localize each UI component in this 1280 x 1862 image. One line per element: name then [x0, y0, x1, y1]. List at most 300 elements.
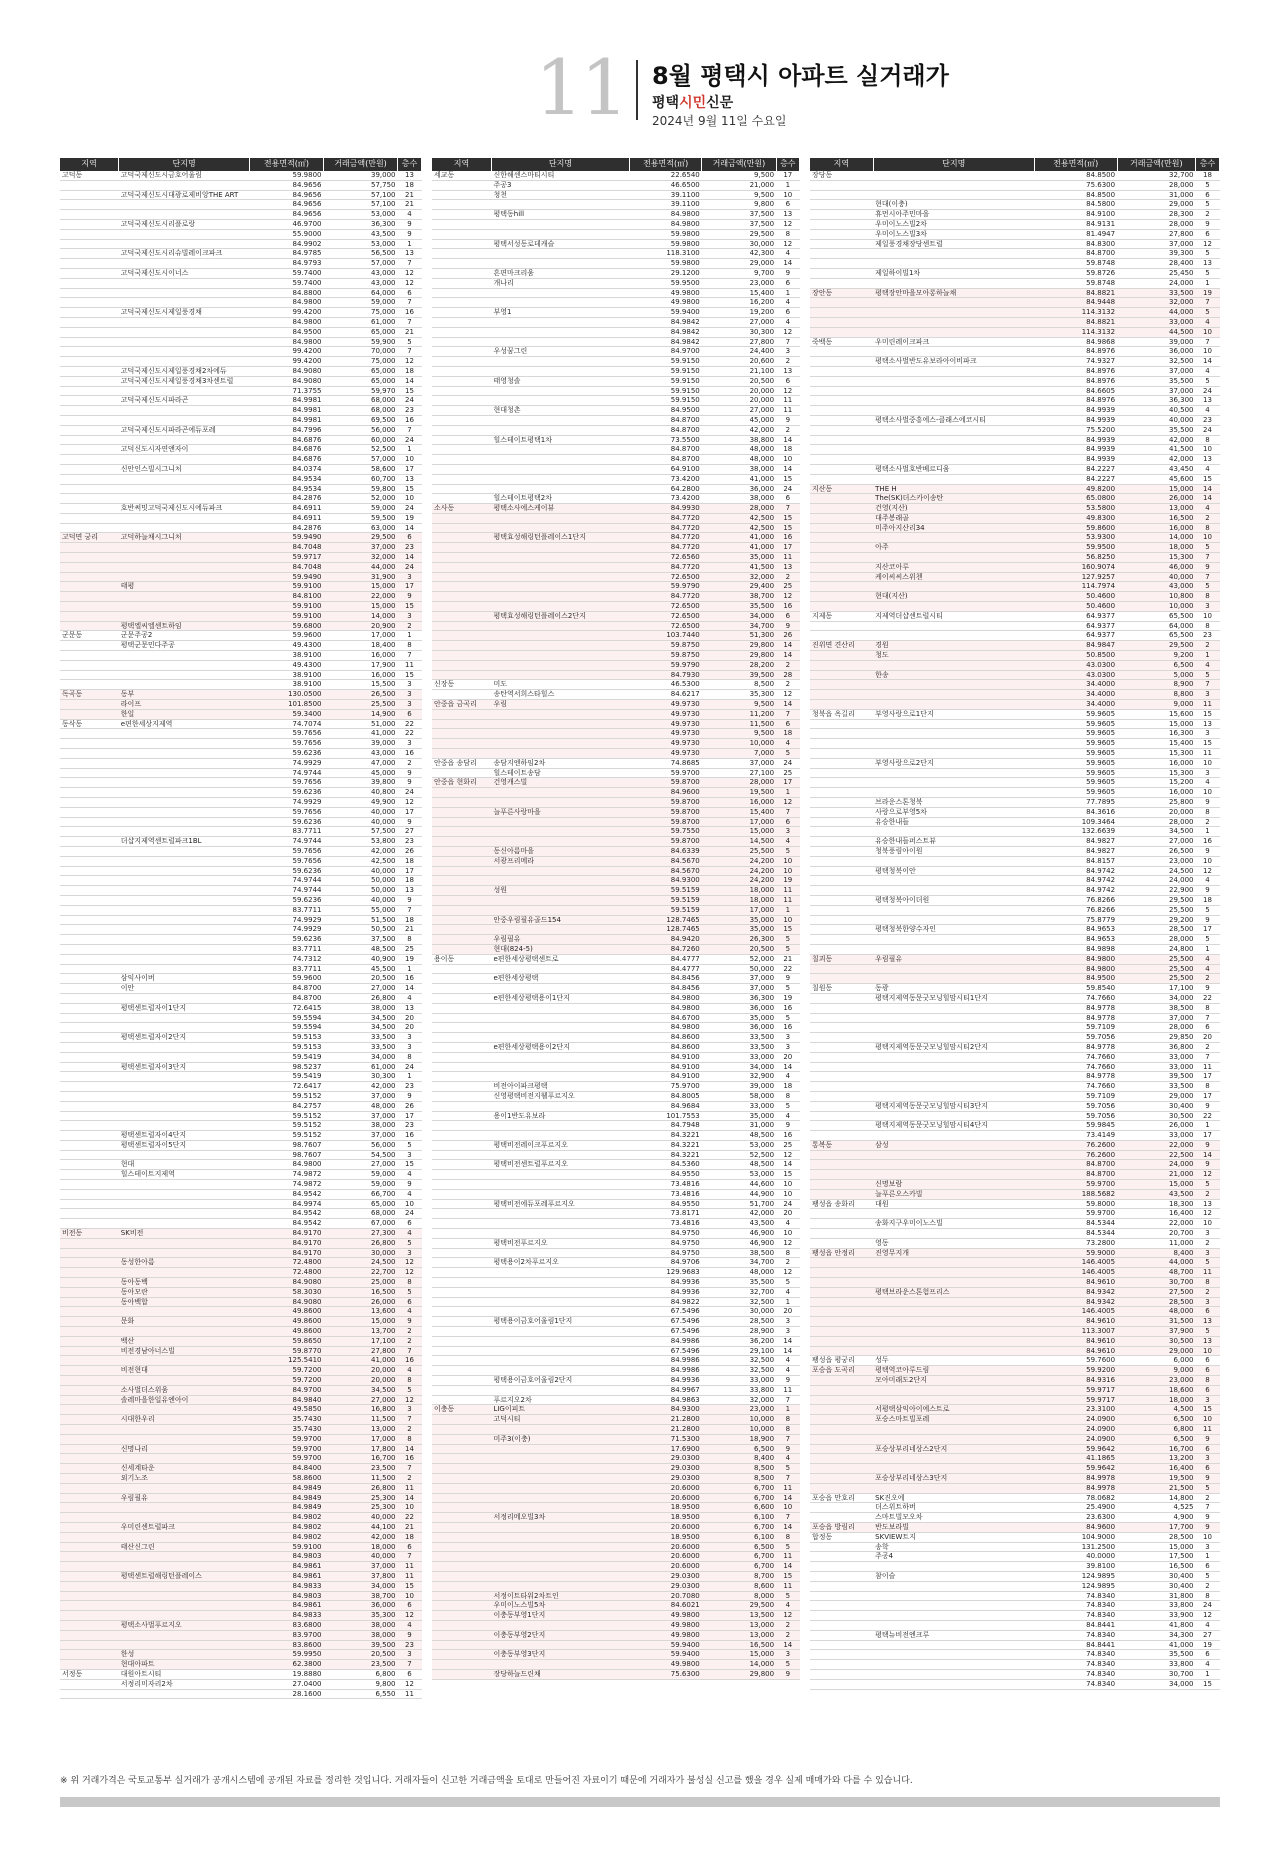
cell-complex: [119, 944, 250, 954]
cell-price: 15,000: [702, 1650, 776, 1660]
cell-floor: 4: [776, 1111, 799, 1121]
cell-complex: [873, 729, 1034, 739]
cell-price: 28,000: [1117, 935, 1195, 945]
cell-region: [432, 1062, 491, 1072]
cell-complex: [119, 1307, 250, 1317]
cell-floor: 12: [398, 278, 422, 288]
cell-price: 36,200: [702, 1336, 776, 1346]
cell-complex: [873, 1307, 1034, 1317]
cell-floor: 4: [398, 1366, 422, 1376]
table-row: [810, 827, 1220, 837]
cell-price: 28,500: [702, 1317, 776, 1327]
cell-floor: 10: [776, 455, 799, 465]
cell-complex: [491, 572, 629, 582]
cell-price: 33,500: [702, 1042, 776, 1052]
cell-price: 26,500: [1117, 846, 1195, 856]
cell-floor: 2: [1196, 513, 1220, 523]
cell-complex: [119, 749, 250, 759]
table-row: [810, 1082, 1220, 1092]
cell-area: 84.9939: [1034, 415, 1117, 425]
cell-complex: 참이슬: [873, 1571, 1034, 1581]
cell-price: 17,800: [323, 1444, 397, 1454]
cell-price: 4,900: [1117, 1513, 1195, 1523]
cell-area: 84.6605: [1034, 386, 1117, 396]
cell-floor: 6: [1196, 1464, 1220, 1474]
cell-floor: 13: [776, 366, 799, 376]
cell-area: 128.7465: [630, 925, 702, 935]
cell-region: [432, 543, 491, 553]
cell-price: 27,800: [702, 337, 776, 347]
cell-complex: [873, 1464, 1034, 1474]
cell-floor: 8: [1196, 592, 1220, 602]
cell-region: [60, 435, 119, 445]
cell-area: 59.9800: [630, 259, 702, 269]
cell-price: 17,900: [323, 660, 397, 670]
cell-area: 20.6000: [630, 1483, 702, 1493]
table-row: [432, 1630, 800, 1640]
cell-complex: 시대한우리: [119, 1415, 250, 1425]
cell-floor: 6: [1196, 1650, 1220, 1660]
cell-area: 84.6021: [630, 1601, 702, 1611]
table-row: [432, 592, 800, 602]
cell-region: 장당동: [810, 171, 873, 180]
cell-price: 39,500: [323, 1640, 397, 1650]
cell-area: 84.9939: [1034, 455, 1117, 465]
cell-complex: 동광: [873, 984, 1034, 994]
cell-area: 41.1865: [1034, 1454, 1117, 1464]
table-row: [432, 1170, 800, 1180]
cell-price: 53,000: [702, 1140, 776, 1150]
cell-region: [432, 1434, 491, 1444]
table-row: [810, 298, 1220, 308]
cell-floor: 3: [398, 700, 422, 710]
table-row: [810, 357, 1220, 367]
cell-area: 76.8266: [1034, 895, 1117, 905]
cell-area: 84.9778: [1034, 1072, 1117, 1082]
table-row: [810, 1405, 1220, 1415]
cell-region: [60, 523, 119, 533]
cell-floor: 2: [776, 680, 799, 690]
cell-floor: 16: [398, 1356, 422, 1366]
cell-complex: [873, 778, 1034, 788]
cell-complex: 한성: [119, 1650, 250, 1660]
cell-price: 22,500: [1117, 1150, 1195, 1160]
cell-area: 64.2800: [630, 484, 702, 494]
cell-area: 84.5344: [1034, 1219, 1117, 1229]
table-row: [432, 504, 800, 514]
table-row: [60, 807, 422, 817]
cell-area: 84.9550: [630, 1199, 702, 1209]
cell-floor: 8: [776, 1248, 799, 1258]
cell-area: 59.3400: [249, 709, 323, 719]
cell-area: 84.9840: [249, 1395, 323, 1405]
cell-area: 59.7656: [249, 856, 323, 866]
cell-complex: 신한해센스마티시티: [491, 171, 629, 180]
cell-complex: [119, 298, 250, 308]
cell-region: [810, 1052, 873, 1062]
cell-area: 59.9150: [630, 386, 702, 396]
cell-area: 84.6876: [249, 435, 323, 445]
cell-complex: 평택소사벌중흥에스-클래스에코시티: [873, 415, 1034, 425]
cell-area: 59.7400: [249, 268, 323, 278]
cell-region: [60, 1620, 119, 1630]
cell-complex: [491, 1336, 629, 1346]
cell-floor: 15: [776, 513, 799, 523]
cell-area: 72.6500: [630, 602, 702, 612]
cell-price: 48,000: [323, 1101, 397, 1111]
cell-floor: 6: [1196, 1023, 1220, 1033]
cell-complex: [491, 1268, 629, 1278]
cell-floor: 19: [398, 513, 422, 523]
cell-region: [60, 425, 119, 435]
cell-complex: [119, 1111, 250, 1121]
cell-complex: [119, 386, 250, 396]
cell-floor: 13: [1196, 719, 1220, 729]
cell-region: [60, 817, 119, 827]
cell-region: [810, 376, 873, 386]
cell-area: 59.8700: [630, 807, 702, 817]
cell-complex: 포승상부리네상스2단지: [873, 1444, 1034, 1454]
cell-complex: [491, 660, 629, 670]
cell-region: [810, 425, 873, 435]
table-row: [60, 876, 422, 886]
cell-complex: [119, 317, 250, 327]
cell-region: [432, 641, 491, 651]
cell-area: 24.0900: [1034, 1425, 1117, 1435]
cell-region: [810, 944, 873, 954]
cell-area: 74.9929: [249, 925, 323, 935]
cell-complex: 사랑으로부영5차: [873, 807, 1034, 817]
cell-region: [60, 1425, 119, 1435]
cell-complex: [873, 768, 1034, 778]
cell-area: 84.9656: [249, 210, 323, 220]
cell-price: 30,000: [702, 239, 776, 249]
cell-price: 6,500: [1117, 1415, 1195, 1425]
cell-region: 지제동: [810, 611, 873, 621]
cell-complex: [119, 846, 250, 856]
cell-region: [810, 1023, 873, 1033]
cell-area: 59.8700: [630, 837, 702, 847]
cell-complex: 힐스테이트평택1차: [491, 435, 629, 445]
cell-region: 안중읍 금곡리: [432, 700, 491, 710]
cell-area: 84.9939: [1034, 435, 1117, 445]
cell-price: 24,000: [1117, 278, 1195, 288]
table-row: [810, 1052, 1220, 1062]
cell-price: 39,000: [1117, 337, 1195, 347]
cell-area: 84.9849: [249, 1493, 323, 1503]
cell-region: [432, 572, 491, 582]
cell-region: [432, 1630, 491, 1640]
cell-price: 47,000: [323, 758, 397, 768]
table-row: [810, 1229, 1220, 1239]
table-row: [60, 1278, 422, 1288]
cell-area: 84.9827: [1034, 837, 1117, 847]
cell-price: 37,500: [323, 935, 397, 945]
cell-price: 58,600: [323, 464, 397, 474]
table-row: [432, 827, 800, 837]
cell-area: 18.9500: [630, 1513, 702, 1523]
cell-floor: 9: [1196, 1140, 1220, 1150]
cell-region: [432, 1473, 491, 1483]
table-row: [60, 856, 422, 866]
cell-complex: 평택지제역동문굿모닝힐맘시티2단지: [873, 1042, 1034, 1052]
cell-price: 41,500: [702, 562, 776, 572]
table-row: [432, 1513, 800, 1523]
cell-complex: 평택센트럴자이3단지: [119, 1062, 250, 1072]
cell-floor: 11: [398, 1562, 422, 1572]
cell-floor: 1: [776, 788, 799, 798]
table-row: [810, 837, 1220, 847]
cell-complex: 포승상부리네상스3단지: [873, 1473, 1034, 1483]
cell-region: [432, 1091, 491, 1101]
cell-price: 29,500: [702, 229, 776, 239]
cell-complex: [491, 337, 629, 347]
cell-region: [432, 690, 491, 700]
cell-floor: 23: [398, 543, 422, 553]
cell-area: 59.8700: [630, 778, 702, 788]
table-row: [810, 1650, 1220, 1660]
table-row: [432, 1483, 800, 1493]
table-row: [432, 445, 800, 455]
cell-complex: [873, 1395, 1034, 1405]
cell-region: [60, 582, 119, 592]
cell-area: 59.9845: [1034, 1121, 1117, 1131]
cell-price: 41,000: [702, 533, 776, 543]
table-row: [60, 562, 422, 572]
cell-floor: 5: [776, 1013, 799, 1023]
table-row: [60, 1219, 422, 1229]
cell-area: 84.9342: [1034, 1287, 1117, 1297]
cell-price: 41,000: [323, 729, 397, 739]
table-row: [432, 798, 800, 808]
cell-area: 64.9377: [1034, 621, 1117, 631]
cell-floor: 5: [1196, 268, 1220, 278]
cell-region: [810, 1336, 873, 1346]
cell-complex: [873, 396, 1034, 406]
table-row: [60, 543, 422, 553]
cell-region: [810, 974, 873, 984]
cell-area: 23.3100: [1034, 1405, 1117, 1415]
cell-complex: [491, 984, 629, 994]
table-row: [60, 415, 422, 425]
cell-price: 36,000: [702, 484, 776, 494]
table-row: [810, 993, 1220, 1003]
cell-region: [432, 1562, 491, 1572]
cell-floor: 10: [1196, 1532, 1220, 1542]
table-row: [60, 1317, 422, 1327]
cell-complex: [873, 964, 1034, 974]
cell-complex: [119, 1581, 250, 1591]
cell-complex: 송화지구우미이노스빌: [873, 1219, 1034, 1229]
cell-price: 21,000: [702, 180, 776, 190]
cell-complex: 우미린센트럴파크: [119, 1522, 250, 1532]
cell-region: [432, 1033, 491, 1043]
cell-floor: 8: [776, 1425, 799, 1435]
cell-area: 18.9500: [630, 1503, 702, 1513]
cell-floor: 5: [398, 337, 422, 347]
cell-floor: 15: [776, 1170, 799, 1180]
cell-floor: 18: [1196, 895, 1220, 905]
table-row: [432, 807, 800, 817]
table-row: [810, 200, 1220, 210]
cell-price: 48,000: [702, 1268, 776, 1278]
cell-floor: 11: [398, 660, 422, 670]
cell-area: 118.3100: [630, 249, 702, 259]
cell-region: [810, 817, 873, 827]
table-row: [60, 1513, 422, 1523]
cell-complex: 외기노조: [119, 1473, 250, 1483]
cell-region: [810, 219, 873, 229]
cell-complex: SK진오에: [873, 1493, 1034, 1503]
cell-area: 99.4200: [249, 347, 323, 357]
cell-complex: [873, 171, 1034, 180]
cell-price: 34,000: [323, 1052, 397, 1062]
cell-price: 34,000: [702, 1062, 776, 1072]
table-row: [810, 807, 1220, 817]
cell-floor: 22: [398, 719, 422, 729]
cell-floor: 8: [776, 1091, 799, 1101]
cell-floor: 22: [776, 964, 799, 974]
cell-region: [432, 376, 491, 386]
cell-floor: 26: [398, 1101, 422, 1111]
table-row: [810, 1150, 1220, 1160]
cell-price: 65,000: [323, 1199, 397, 1209]
cell-complex: 고덕국제신도시파라곤: [119, 396, 250, 406]
cell-complex: [873, 1660, 1034, 1670]
table-row: [432, 1650, 800, 1660]
table-row: [60, 1091, 422, 1101]
cell-complex: [491, 827, 629, 837]
cell-region: [810, 670, 873, 680]
cell-area: 59.9642: [1034, 1444, 1117, 1454]
cell-complex: [491, 484, 629, 494]
cell-area: 84.8976: [1034, 376, 1117, 386]
cell-complex: 평택소사벌호반베르디움: [873, 464, 1034, 474]
cell-price: 50,000: [323, 876, 397, 886]
cell-complex: [873, 680, 1034, 690]
cell-complex: 지산코아루: [873, 562, 1034, 572]
cell-price: 43,500: [323, 229, 397, 239]
cell-price: 13,600: [323, 1307, 397, 1317]
cell-floor: 25: [776, 768, 799, 778]
cell-price: 10,000: [702, 739, 776, 749]
cell-region: [60, 1003, 119, 1013]
logo-part-2: 시민: [679, 95, 707, 111]
cell-region: [810, 1630, 873, 1640]
cell-price: 27,500: [1117, 1287, 1195, 1297]
cell-floor: 7: [398, 259, 422, 269]
cell-floor: 6: [398, 1542, 422, 1552]
table-row: [432, 533, 800, 543]
cell-price: 16,800: [323, 1405, 397, 1415]
cell-complex: [491, 1522, 629, 1532]
cell-price: 25,450: [1117, 268, 1195, 278]
cell-complex: [119, 1150, 250, 1160]
cell-region: [432, 1013, 491, 1023]
cell-area: 67.5496: [630, 1346, 702, 1356]
cell-region: [60, 1444, 119, 1454]
cell-floor: 1: [1196, 944, 1220, 954]
cell-complex: [491, 415, 629, 425]
table-row: [60, 1003, 422, 1013]
cell-complex: [491, 474, 629, 484]
col-region: 지역: [432, 158, 491, 171]
table-row: [810, 1464, 1220, 1474]
cell-region: 지산동: [810, 484, 873, 494]
cell-price: 68,000: [323, 1209, 397, 1219]
cell-floor: 3: [776, 1042, 799, 1052]
table-row: [60, 1679, 422, 1689]
cell-region: [810, 1101, 873, 1111]
cell-area: 188.5682: [1034, 1189, 1117, 1199]
cell-area: 81.4947: [1034, 229, 1117, 239]
cell-area: 84.9170: [249, 1229, 323, 1239]
cell-area: 146.4005: [1034, 1307, 1117, 1317]
cell-region: 포승읍 도곡리: [810, 1366, 873, 1376]
cell-region: [810, 729, 873, 739]
cell-complex: [491, 1072, 629, 1082]
cell-floor: 9: [1196, 1101, 1220, 1111]
cell-region: [810, 1454, 873, 1464]
cell-area: 74.7660: [1034, 1062, 1117, 1072]
table-row: [60, 425, 422, 435]
table-row: [432, 1376, 800, 1386]
cell-complex: [873, 1425, 1034, 1435]
cell-price: 14,000: [1117, 533, 1195, 543]
table-row: [810, 1327, 1220, 1337]
cell-region: [810, 1660, 873, 1670]
table-row: [810, 895, 1220, 905]
cell-region: [432, 1620, 491, 1630]
cell-floor: 12: [1196, 1170, 1220, 1180]
cell-floor: 4: [776, 317, 799, 327]
cell-complex: 한일: [119, 709, 250, 719]
cell-region: [432, 1278, 491, 1288]
cell-region: [432, 1189, 491, 1199]
cell-price: 23,500: [323, 1660, 397, 1670]
cell-region: [432, 974, 491, 984]
cell-price: 33,800: [702, 1385, 776, 1395]
cell-complex: [491, 749, 629, 759]
cell-complex: 현대청촌: [491, 406, 629, 416]
table-row: [432, 856, 800, 866]
cell-complex: [119, 278, 250, 288]
cell-floor: 4: [776, 249, 799, 259]
cell-floor: 14: [398, 376, 422, 386]
cell-area: 74.7074: [249, 719, 323, 729]
table-row: [60, 1258, 422, 1268]
cell-region: [810, 778, 873, 788]
table-row: [810, 602, 1220, 612]
cell-complex: [491, 631, 629, 641]
table-row: [432, 1640, 800, 1650]
cell-floor: 5: [1196, 200, 1220, 210]
cell-complex: 평택비전에듀포레푸르지오: [491, 1199, 629, 1209]
cell-price: 25,300: [323, 1493, 397, 1503]
cell-area: 67.5496: [630, 1327, 702, 1337]
table-row: [432, 1425, 800, 1435]
cell-price: 21,100: [702, 366, 776, 376]
cell-complex: [873, 856, 1034, 866]
cell-price: 17,500: [1117, 1552, 1195, 1562]
cell-complex: [119, 1376, 250, 1386]
page-number: 11: [535, 43, 626, 132]
cell-floor: 3: [776, 1033, 799, 1043]
cell-floor: 2: [398, 1473, 422, 1483]
cell-area: 49.4300: [249, 641, 323, 651]
cell-price: 29,000: [1117, 1346, 1195, 1356]
cell-floor: 17: [398, 807, 422, 817]
